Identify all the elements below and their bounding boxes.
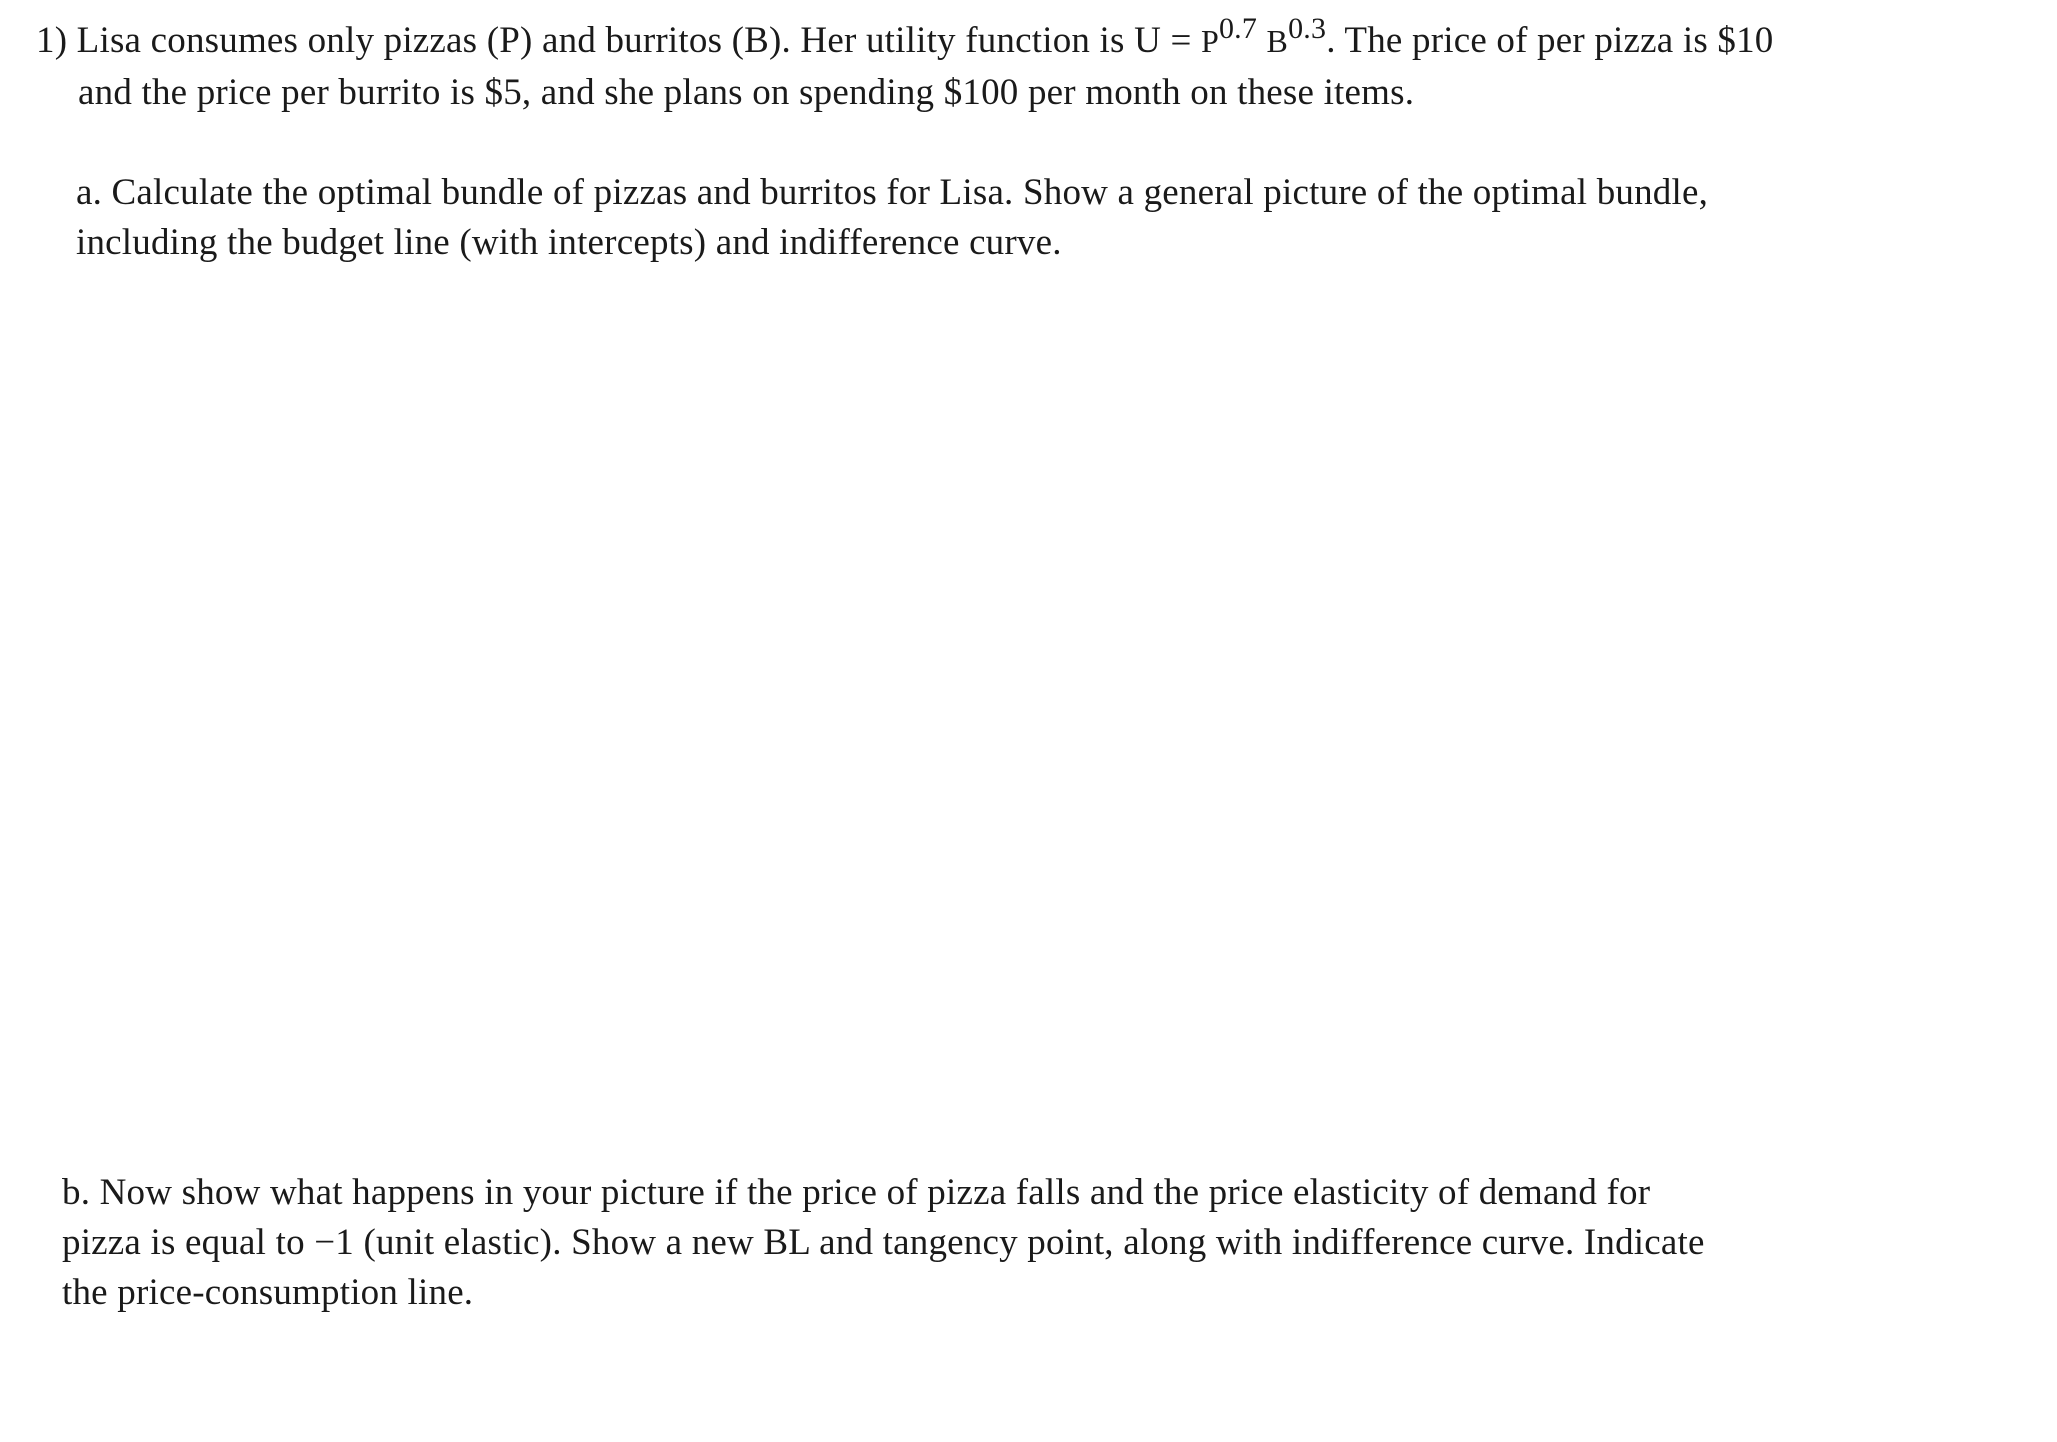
question-1-line-2: and the price per burrito is $5, and she plans on spending $100 per month on these items. — [78, 72, 1415, 113]
part-a-line-1: a. Calculate the optimal bundle of pizzas and burritos for Lisa. Show a general picture of the optimal bundle, — [76, 172, 1709, 213]
part-b-line-1: b. Now show what happens in your picture if the price of pizza falls and the price elasticity of demand for — [62, 1172, 1651, 1213]
part-b-line-2: pizza is equal to −1 (unit elastic). Show a new BL and tangency point, along with indifference curve. Indicate — [62, 1222, 1705, 1263]
utility-burrito-variable: B — [1266, 23, 1289, 59]
utility-pizza-variable: P — [1200, 23, 1219, 59]
question-1-text-suffix: . The price of per pizza is $10 — [1326, 20, 1774, 61]
utility-pizza-exponent: 0.7 — [1218, 12, 1258, 45]
part-a-line-2: including the budget line (with intercepts) and indifference curve. — [76, 222, 1062, 263]
part-b-line-3: the price-consumption line. — [62, 1272, 474, 1313]
question-1-line-1 — [36, 12, 1774, 66]
utility-burrito-exponent: 0.3 — [1288, 12, 1327, 45]
question-1-text-prefix: 1) Lisa consumes only pizzas (P) and burritos (B). Her utility function is U = — [36, 20, 1201, 61]
